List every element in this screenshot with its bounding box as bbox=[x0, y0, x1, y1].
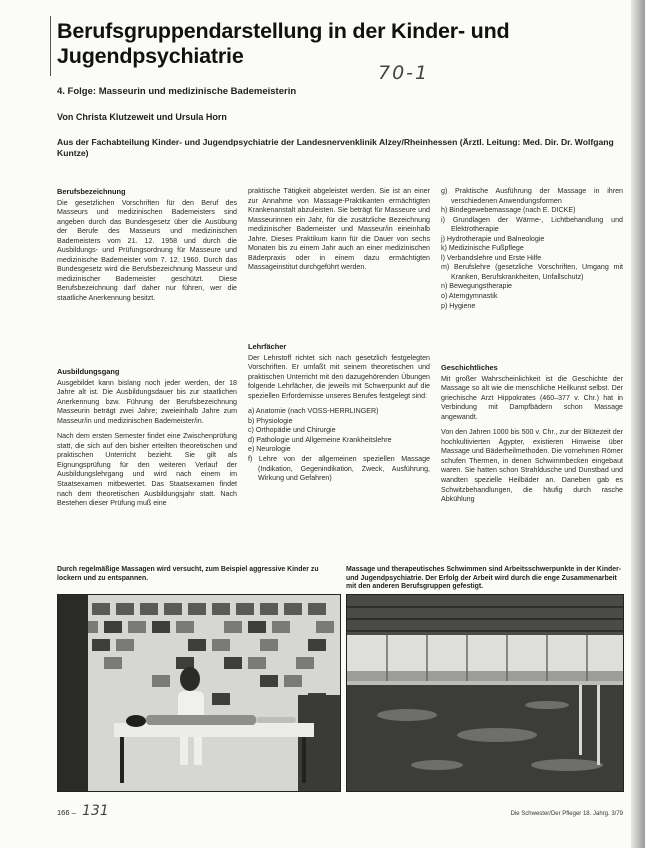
article-title: Berufsgruppendarstellung in der Kinder- und Jugendpsychiatrie bbox=[57, 19, 510, 68]
massage-photo bbox=[57, 594, 341, 792]
authors: Von Christa Klutzeweit und Ursula Horn bbox=[57, 112, 227, 122]
column-3-lower bbox=[441, 363, 623, 511]
list-item: f) Lehre von der allgemeinen speziellen Massage (Indikation, Gegenindikation, Zweck, Ausführung, Wirkung und Gefahren) bbox=[248, 455, 430, 483]
subject-list bbox=[248, 407, 430, 483]
page-number: 166 – bbox=[57, 808, 76, 817]
column-2-lower bbox=[248, 342, 430, 484]
list-item: c) Orthopädie und Chirurgie bbox=[248, 426, 336, 435]
paragraph: Ausgebildet kann bislang noch jeder werden, der 18 Jahre alt ist. Die Ausbildungsdauer bis zur staatlichen Anerkennung bzw. Führung der Berufsbezeichnung Masseurin beträgt zwei Jahre; zweieinhalb Jahre zum Masseur/in und medizinischen Bademeister/in. bbox=[57, 378, 237, 425]
affiliation: Aus der Fachabteilung Kinder- und Jugendpsychiatrie der Landesnervenklinik Alzey/Rheinhessen (Ärztl. Leitung: Med. Dir. Dr. Wolfgang Kuntze) bbox=[57, 137, 614, 158]
margin-rule bbox=[50, 16, 51, 76]
photo-caption-left: Durch regelmäßige Massagen wird versucht, zum Beispiel aggressive Kinder zu lockern und zu entspannen. bbox=[57, 566, 319, 582]
list-item: m) Berufslehre (gesetzliche Vorschriften, Umgang mit Kranken, Berufskrankheiten, Unfallschutz) bbox=[441, 263, 623, 281]
list-item: l) Verbandslehre und Erste Hilfe bbox=[441, 253, 542, 262]
list-item: e) Neurologie bbox=[248, 445, 291, 454]
list-item: a) Anatomie (nach VOSS-HERRLINGER) bbox=[248, 407, 379, 416]
section-heading: Ausbildungsgang bbox=[57, 367, 120, 376]
list-item: d) Pathologie und Allgemeine Krankheitslehre bbox=[248, 435, 392, 444]
handwritten-page-note: 131 bbox=[82, 803, 109, 819]
section-heading: Lehrfächer bbox=[248, 342, 287, 351]
list-item: p) Hygiene bbox=[441, 301, 476, 310]
scan-edge bbox=[631, 0, 645, 848]
section-heading: Berufsbezeichnung bbox=[57, 187, 126, 196]
column-3 bbox=[441, 187, 623, 311]
subject-list bbox=[441, 187, 623, 311]
list-item: n) Bewegungstherapie bbox=[441, 282, 512, 291]
paragraph: Die gesetzlichen Vorschriften für den Beruf des Masseurs und medizinischen Bademeisters sind angeben durch das Bundesgesetz über die Ausübung der Berufe des Masseurs und medizinischen Bademeisters vom 21. 12. 1958 und durch die Ausbildungs- und Prüfungsordnung für Masseure und medizinische Bademeister vom 7. 12. 1960. Durch das Bundesgesetz wird die Berufsbezeichnung Masseur und medizinischer Bademeister geschützt. Diese Berufsbezeichnung darf daher nur führen, wer die staatliche Anerkennung besitzt. bbox=[57, 198, 237, 303]
pool-photo bbox=[346, 594, 624, 792]
list-item: o) Atemgymnastik bbox=[441, 292, 498, 301]
article-subtitle: 4. Folge: Masseurin und medizinische Bademeisterin bbox=[57, 86, 297, 97]
list-item: b) Physiologie bbox=[248, 416, 293, 425]
list-item: h) Bindegewebemassage (nach E. DICKE) bbox=[441, 206, 576, 215]
list-item: k) Medizinische Fußpflege bbox=[441, 244, 524, 253]
paragraph: Mit großer Wahrscheinlichkeit ist die Geschichte der Massage so alt wie die menschliche Heilkunst selbst. Der griechische Arzt Hippokrates (460–377 v. Chr.) hat in Verbindung mit Dampfbädern schon Massage angewandt. bbox=[441, 374, 623, 421]
swimming-pool-image bbox=[347, 595, 623, 791]
column-1 bbox=[57, 187, 237, 310]
massage-scene-image bbox=[58, 595, 340, 791]
section-heading: Geschichtliches bbox=[441, 363, 498, 372]
column-1-lower bbox=[57, 367, 237, 515]
paragraph: Nach dem ersten Semester findet eine Zwischenprüfung statt, die sich auf den bisher erteilten theoretischen und praktischen Unterricht bezieht. Sie gilt als Eignungsprüfung für den weiteren Verlauf der Ausbildungslehrgang und wird nach einem im Staatsexamen mitbewertet. Das Staatsexamen findet nach dem theoretischen Ausbildungsjahr statt. Nach Bestehen dieser Prüfung muß eine bbox=[57, 432, 237, 508]
handwritten-note: 70-1 bbox=[378, 62, 430, 84]
photo-caption-right: Massage und therapeutisches Schwimmen sind Arbeitsschwerpunkte in der Kinder- und Jugendpsychiatrie. Der Erfolg der Arbeit wird durch die enge Zusammenarbeit mit den anderen Berufsgruppen gefestigt. bbox=[346, 566, 622, 591]
paragraph: praktische Tätigkeit abgeleistet werden. Sie ist an einer zur Annahme von Massage-Praktikanten ermächtigten Krankenanstalt abzuleisten. Sie beträgt für Masseure und Masseurinnen ein Jahr, für die zusätzliche Bezeichnung medizinischer Bademeister und Masseur/in eineinhalb Jahre. Dieses Praktikum kann für die Dauer von sechs Monaten bis zu einem Jahr auch an einer medizinischen Bäderpraxis oder in einem dazu ermächtigten Massageinstitut durchgeführt werden. bbox=[248, 187, 430, 272]
list-item: j) Hydrotherapie und Balneologie bbox=[441, 234, 545, 243]
paragraph: Der Lehrstoff richtet sich nach gesetzlich festgelegten Vorschriften. Er umfaßt mit seinem theoretischen und praktischen Unterricht mit den dazugehörenden Übungen folgende Lehrfächer, die jeweils mit Schwerpunkt auf die speziellen Erfordernisse unseres Berufes festgelegt sind: bbox=[248, 353, 430, 400]
column-2 bbox=[248, 187, 430, 279]
journal-reference: Die Schwester/Der Pfleger 18. Jahrg. 3/79 bbox=[510, 811, 623, 817]
paragraph: Von den Jahren 1000 bis 500 v. Chr., zur der Blütezeit der hochkultivierten Ägypter, existieren Hinweise über Massage und Bäderheilmethoden. Die vornehmen Römer schufen Thermen, in denen Schwimmbecken eingebaut waren. Sie hatten schon Strahldusche und Dunstbad und wandten spezielle Heilbäder an. Daneben gab es Schwitzbehandlungen, die häufig durch rasche Abkühlung bbox=[441, 428, 623, 504]
list-item: i) Grundlagen der Wärme-, Lichtbehandlung und Elektrotherapie bbox=[441, 215, 623, 234]
list-item: g) Praktische Ausführung der Massage in ihren verschiedenen Anwendungsformen bbox=[441, 187, 623, 205]
